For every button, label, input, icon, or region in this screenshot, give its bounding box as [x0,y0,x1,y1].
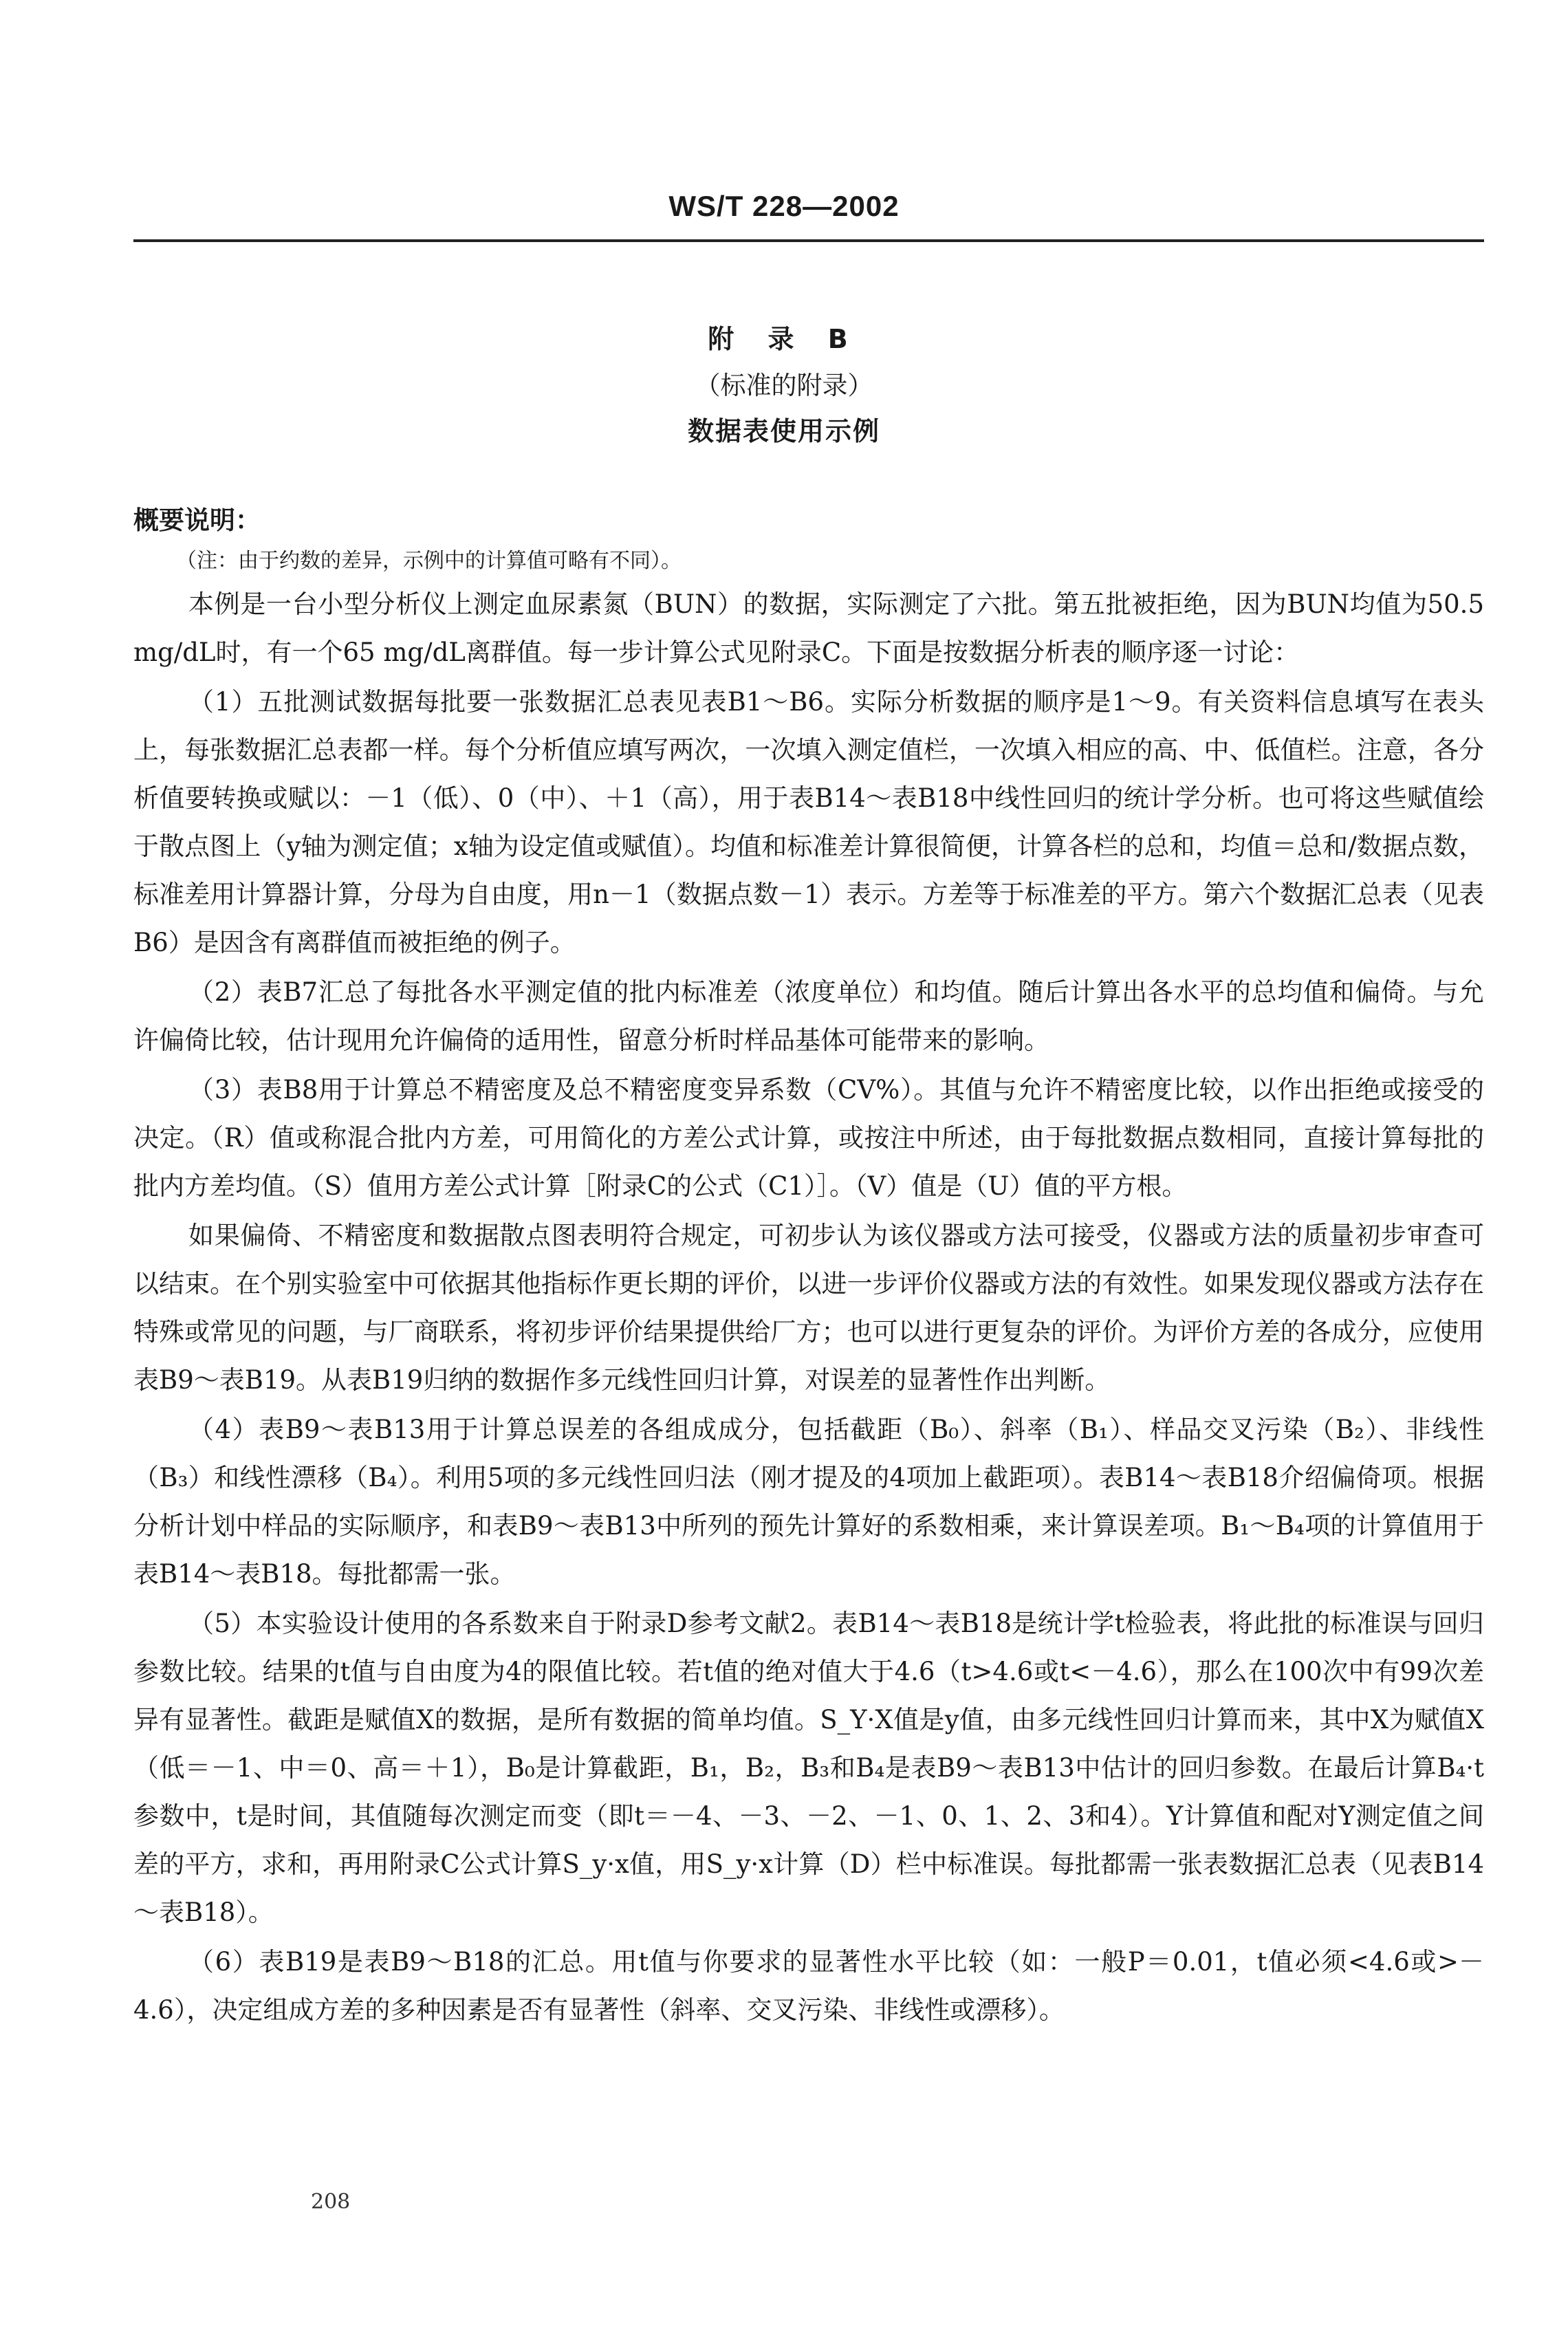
paragraph: 本例是一台小型分析仪上测定血尿素氮（BUN）的数据，实际测定了六批。第五批被拒绝，因为BUN均值为50.5 mg/dL时，有一个65 mg/dL离群值。每一步计算公式见附录C。下面是按数据分析表的顺序逐一讨论： [133,589,1484,667]
appendix-name: 数据表使用示例 [687,416,880,446]
paragraph: （6）表B19是表B9～B18的汇总。用t值与你要求的显著性水平比较（如：一般P＝0.01，t值必须<4.6或>－4.6），决定组成方差的多种因素是否有显著性（斜率、交叉污染、非线性或漂移）。 [133,1947,1484,2025]
document-body [133,499,1484,2036]
paragraph: （3）表B8用于计算总不精密度及总不精密度变异系数（CV%）。其值与允许不精密度比较，以作出拒绝或接受的决定。（R）值或称混合批内方差，可用简化的方差公式计算，或按注中所述，由于每批数据点数相同，直接计算每批的批内方差均值。（S）值用方差公式计算［附录C的公式（C1）］。（V）值是（U）值的平方根。 [133,1075,1484,1201]
paragraph: 如果偏倚、不精密度和数据散点图表明符合规定，可初步认为该仪器或方法可接受，仪器或方法的质量初步审查可以结束。在个别实验室中可依据其他指标作更长期的评价，以进一步评价仪器或方法的有效性。如果发现仪器或方法存在特殊或常见的问题，与厂商联系，将初步评价结果提供给厂方；也可以进行更复杂的评价。为评价方差的各成分，应使用表B9～表B19。从表B19归纳的数据作多元线性回归计算，对误差的显著性作出判断。 [133,1221,1484,1395]
paragraph: （1）五批测试数据每批要一张数据汇总表见表B1～B6。实际分析数据的顺序是1～9。有关资料信息填写在表头上，每张数据汇总表都一样。每个分析值应填写两次，一次填入测定值栏，一次填入相应的高、中、低值栏。注意，各分析值要转换或赋以：－1（低）、0（中）、＋1（高），用于表B14～表B18中线性回归的统计学分析。也可将这些赋值绘于散点图上（y轴为测定值；x轴为设定值或赋值）。均值和标准差计算很简便，计算各栏的总和，均值＝总和/数据点数，标准差用计算器计算，分母为自由度，用n－1（数据点数－1）表示。方差等于标准差的平方。第六个数据汇总表（见表B6）是因含有离群值而被拒绝的例子。 [133,687,1484,957]
appendix-title: 附 录 B [708,324,860,354]
paragraph: （2）表B7汇总了每批各水平测定值的批内标准差（浓度单位）和均值。随后计算出各水平的总均值和偏倚。与允许偏倚比较，估计现用允许偏倚的适用性，留意分析时样品基体可能带来的影响。 [133,977,1484,1055]
note: （注：由于约数的差异，示例中的计算值可略有不同）。 [176,549,682,573]
paragraph: （5）本实验设计使用的各系数来自于附录D参考文献2。表B14～表B18是统计学t检验表，将此批的标准误与回归参数比较。结果的t值与自由度为4的限值比较。若t值的绝对值大于4.6（t>4.6或t<－4.6），那么在100次中有99次差异有显著性。截距是赋值X的数据，是所有数据的简单均值。S_Y·X值是y值，由多元线性回归计算而来，其中X为赋值X（低＝－1、中＝0、高＝＋1），B₀是计算截距，B₁，B₂，B₃和B₄是表B9～表B13中估计的回归参数。在最后计算B₄·t参数中，t是时间，其值随每次测定而变（即t＝－4、－3、－2、－1、0、1、2、3和4）。Y计算值和配对Y测定值之间差的平方，求和，再用附录C公式计算S_y·x值，用S_y·x计算（D）栏中标准误。每批都需一张表数据汇总表（见表B14～表B18）。 [133,1609,1484,1927]
standard-code: WS/T 228—2002 [668,190,900,222]
paragraph: （4）表B9～表B13用于计算总误差的各组成成分，包括截距（B₀）、斜率（B₁）、样品交叉污染（B₂）、非线性（B₃）和线性漂移（B₄）。利用5项的多元线性回归法（刚才提及的4项加上截距项）。表B14～表B18介绍偏倚项。根据分析计划中样品的实际顺序，和表B9～表B13中所列的预先计算好的系数相乘，来计算误差项。B₁～B₄项的计算值用于表B14～表B18。每批都需一张。 [133,1415,1484,1589]
header-rule [133,239,1484,242]
appendix-subtitle: （标准的附录） [695,371,873,400]
section-label: 概要说明： [133,506,261,535]
page-number: 208 [311,2190,351,2214]
